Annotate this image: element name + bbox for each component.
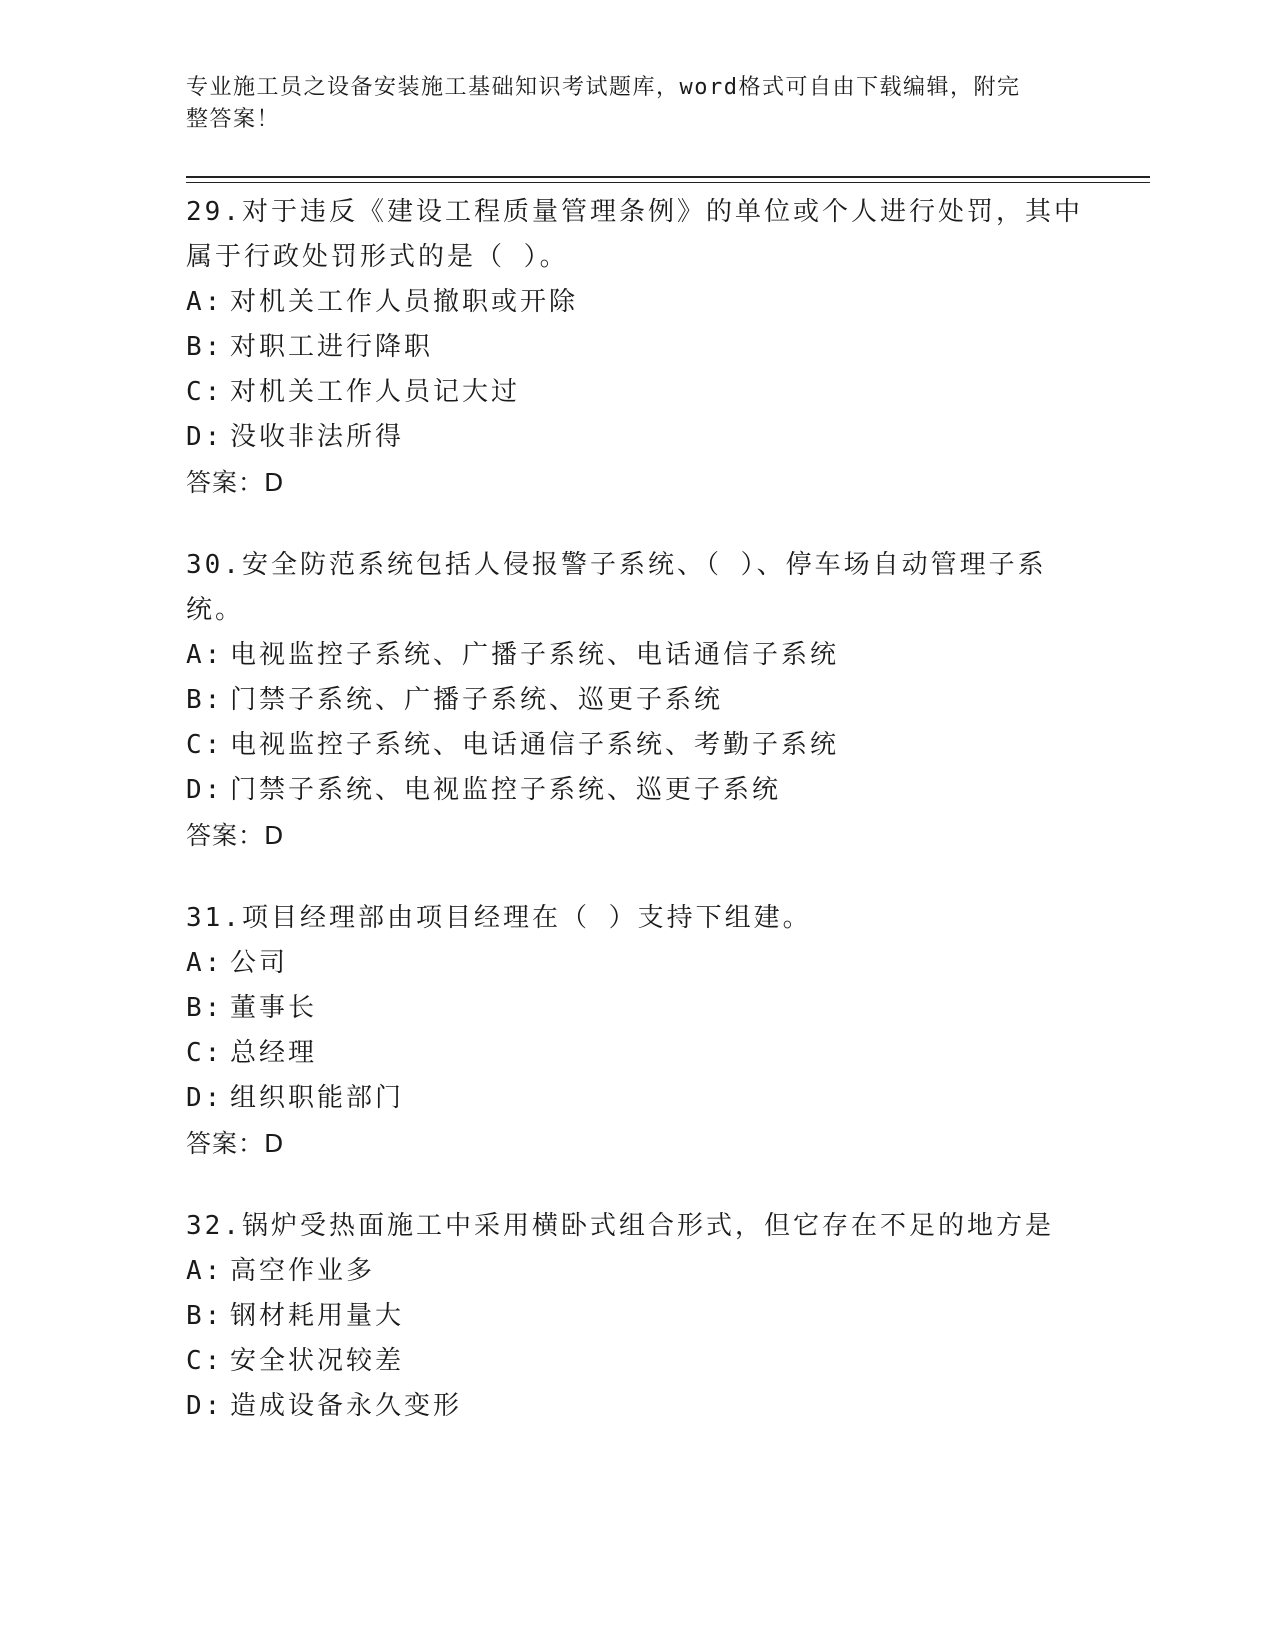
- option-text: 电视监控子系统、广播子系统、电话通信子系统: [230, 640, 840, 670]
- option-letter: A:: [186, 1256, 224, 1286]
- question-stem-line: 统。: [186, 595, 245, 625]
- option-text: 公司: [230, 948, 289, 978]
- option-text: 没收非法所得: [230, 422, 405, 452]
- option-text: 组织职能部门: [230, 1083, 405, 1113]
- option-letter: C:: [186, 730, 224, 760]
- question-30: [186, 543, 1086, 858]
- option-letter: B:: [186, 685, 224, 715]
- option-b: [186, 325, 1086, 370]
- option-c: [186, 1031, 1086, 1076]
- document-header: [186, 72, 1066, 136]
- option-letter: A:: [186, 287, 224, 317]
- option-text: 对职工进行降职: [230, 332, 434, 362]
- option-letter: B:: [186, 332, 224, 362]
- option-c: [186, 723, 1086, 768]
- option-text: 对机关工作人员记大过: [230, 377, 521, 407]
- header-line-2: 整答案！: [186, 107, 281, 132]
- option-c: [186, 370, 1086, 415]
- option-letter: C:: [186, 1346, 224, 1376]
- option-text: 门禁子系统、电视监控子系统、巡更子系统: [230, 775, 782, 805]
- option-a: [186, 633, 1086, 678]
- option-letter: D:: [186, 1391, 224, 1421]
- question-list: [186, 190, 1086, 1467]
- option-letter: D:: [186, 775, 224, 805]
- option-text: 门禁子系统、广播子系统、巡更子系统: [230, 685, 724, 715]
- question-stem-line: 32.锅炉受热面施工中采用横卧式组合形式，但它存在不足的地方是: [186, 1211, 1054, 1241]
- option-a: [186, 941, 1086, 986]
- option-letter: C:: [186, 1038, 224, 1068]
- option-text: 钢材耗用量大: [230, 1301, 405, 1331]
- question-32: [186, 1204, 1086, 1429]
- header-divider-thick: [186, 176, 1150, 178]
- option-c: [186, 1339, 1086, 1384]
- option-a: [186, 1249, 1086, 1294]
- question-stem-line: 属于行政处罚形式的是（ ）。: [186, 242, 569, 272]
- option-a: [186, 280, 1086, 325]
- answer-line: 答案：D: [186, 821, 285, 850]
- option-d: [186, 415, 1086, 460]
- question-stem-line: 31.项目经理部由项目经理在（ ）支持下组建。: [186, 903, 812, 933]
- option-b: [186, 1294, 1086, 1339]
- option-letter: D:: [186, 422, 224, 452]
- option-letter: B:: [186, 1301, 224, 1331]
- option-d: [186, 1076, 1086, 1121]
- option-letter: D:: [186, 1083, 224, 1113]
- option-text: 董事长: [230, 993, 318, 1023]
- option-text: 电视监控子系统、电话通信子系统、考勤子系统: [230, 730, 840, 760]
- option-letter: B:: [186, 993, 224, 1023]
- option-text: 高空作业多: [230, 1256, 376, 1286]
- answer-line: 答案：D: [186, 468, 285, 497]
- option-letter: A:: [186, 948, 224, 978]
- option-text: 对机关工作人员撤职或开除: [230, 287, 579, 317]
- option-text: 总经理: [230, 1038, 318, 1068]
- option-b: [186, 678, 1086, 723]
- option-b: [186, 986, 1086, 1031]
- question-stem-line: 29.对于违反《建设工程质量管理条例》的单位或个人进行处罚，其中: [186, 197, 1083, 227]
- option-text: 造成设备永久变形: [230, 1391, 463, 1421]
- option-letter: A:: [186, 640, 224, 670]
- question-31: [186, 896, 1086, 1166]
- option-d: [186, 1384, 1086, 1429]
- answer-line: 答案：D: [186, 1129, 285, 1158]
- question-29: [186, 190, 1086, 505]
- header-line-1: 专业施工员之设备安装施工基础知识考试题库，word格式可自由下载编辑，附完: [186, 75, 1021, 100]
- header-divider-thin: [186, 182, 1150, 183]
- question-stem-line: 30.安全防范系统包括人侵报警子系统、（ ）、停车场自动管理子系: [186, 550, 1047, 580]
- option-text: 安全状况较差: [230, 1346, 405, 1376]
- option-letter: C:: [186, 377, 224, 407]
- option-d: [186, 768, 1086, 813]
